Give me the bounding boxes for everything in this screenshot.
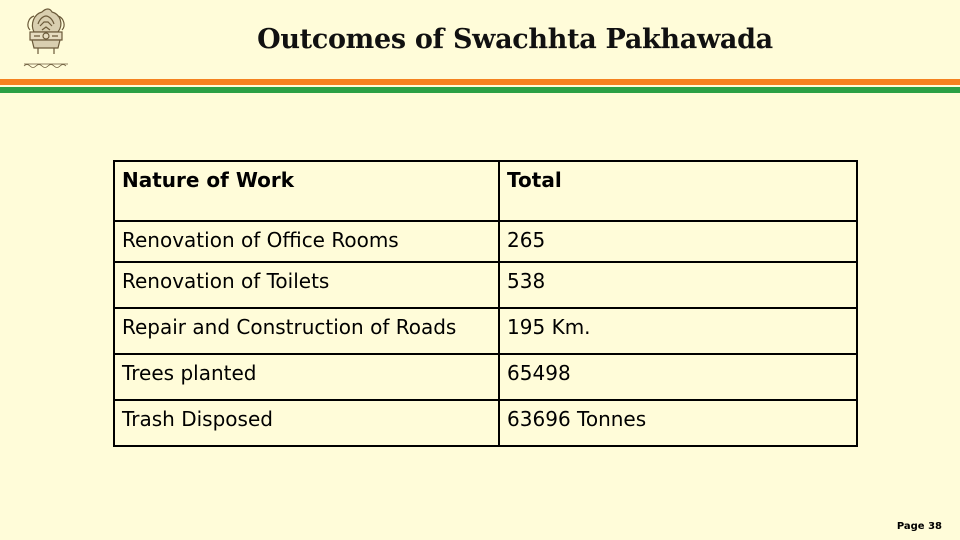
- page-title: Outcomes of Swachhta Pakhawada: [257, 24, 773, 55]
- total-cell: 538: [499, 262, 857, 308]
- table-row: [114, 308, 857, 354]
- work-cell: Trash Disposed: [114, 400, 499, 446]
- table-header-row: [114, 161, 857, 221]
- table-row: [114, 400, 857, 446]
- work-cell: Repair and Construction of Roads: [114, 308, 499, 354]
- total-cell: 265: [499, 221, 857, 262]
- work-cell: Renovation of Office Rooms: [114, 221, 499, 262]
- green-stripe: [0, 87, 960, 93]
- table-row: [114, 262, 857, 308]
- work-cell: Renovation of Toilets: [114, 262, 499, 308]
- total-cell: 195 Km.: [499, 308, 857, 354]
- page-number: Page 38: [896, 521, 942, 532]
- table-row: [114, 354, 857, 400]
- total-cell: 65498: [499, 354, 857, 400]
- column-header-total: Total: [499, 161, 857, 221]
- total-cell: 63696 Tonnes: [499, 400, 857, 446]
- work-cell: Trees planted: [114, 354, 499, 400]
- table-row: [114, 221, 857, 262]
- column-header-nature-of-work: Nature of Work: [114, 161, 499, 221]
- work-summary-table: [113, 160, 858, 447]
